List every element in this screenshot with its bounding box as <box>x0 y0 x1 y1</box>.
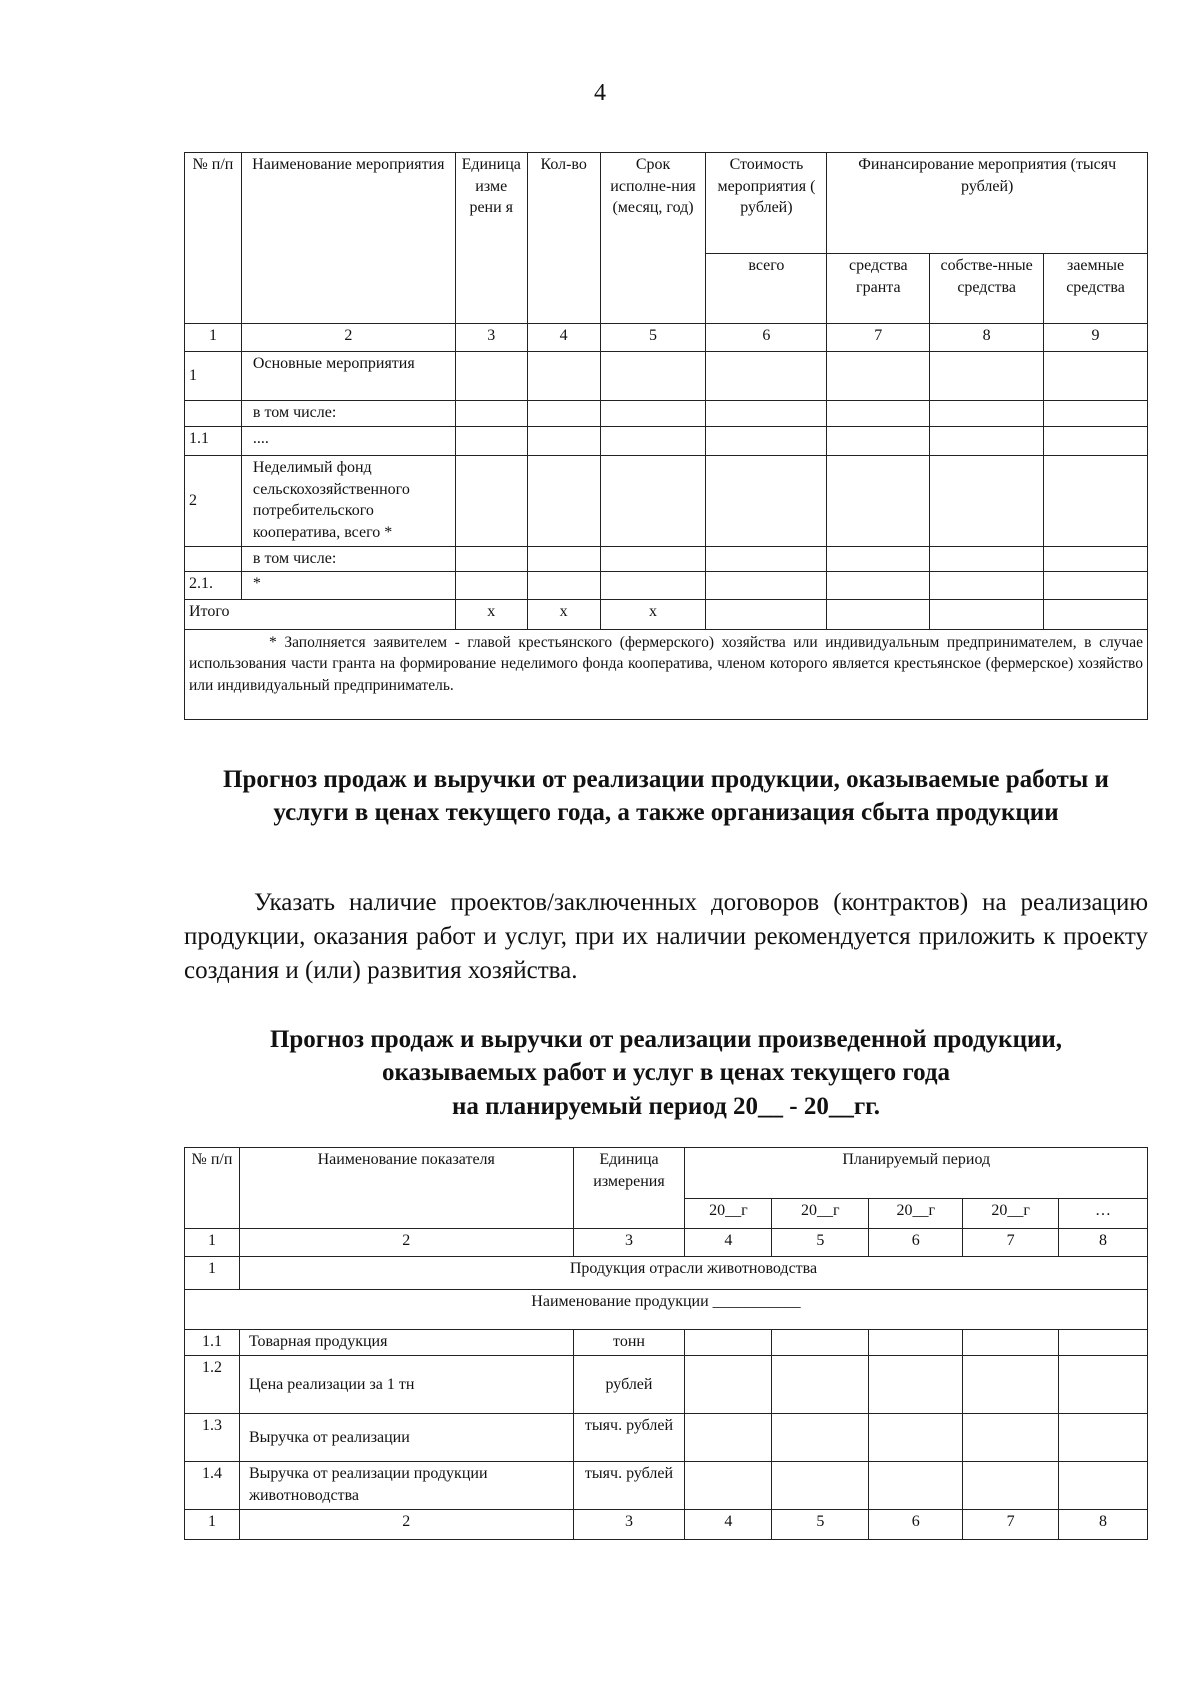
header-qty: Кол-во <box>527 153 600 324</box>
col-number: 2 <box>239 1229 573 1257</box>
header-year: 20__г <box>685 1199 772 1229</box>
heading-line: оказываемых работ и услуг в ценах текущего года <box>381 1059 951 1087</box>
col-number: 7 <box>827 324 930 352</box>
heading-line: Прогноз продаж и выручки от реализации произведенной продукции, <box>269 1026 1063 1053</box>
row-num <box>185 401 242 427</box>
forecast-table-heading <box>184 1023 1148 1123</box>
col-number: 2 <box>241 324 455 352</box>
total-qty: х <box>527 599 600 629</box>
header-name: Наименование показателя <box>239 1148 573 1229</box>
col-number: 6 <box>869 1510 963 1540</box>
row-unit: тыяч. рублей <box>573 1462 685 1510</box>
col-number: 5 <box>772 1510 869 1540</box>
row-num: 1.1 <box>185 427 242 456</box>
row-name: Основные мероприятия <box>241 352 455 401</box>
col-number: 7 <box>963 1510 1059 1540</box>
column-numbers-row <box>185 1229 1148 1257</box>
header-year: 20__г <box>869 1199 963 1229</box>
row-num: 1.3 <box>185 1414 240 1462</box>
table-row <box>185 1356 1148 1414</box>
section-row <box>185 1257 1148 1290</box>
header-name: Наименование мероприятия <box>241 153 455 324</box>
col-number: 1 <box>185 324 242 352</box>
table-row <box>185 352 1148 401</box>
sales-forecast-table <box>184 1147 1148 1540</box>
row-unit: рублей <box>573 1356 685 1414</box>
col-number: 4 <box>527 324 600 352</box>
row-unit: тонн <box>573 1330 685 1356</box>
col-number: 7 <box>963 1229 1059 1257</box>
header-unit: Единица изме рени я <box>455 153 527 324</box>
product-name-row <box>185 1290 1148 1330</box>
col-number: 3 <box>573 1510 685 1540</box>
table-row <box>185 547 1148 572</box>
table-row <box>185 401 1148 427</box>
header-grant: средства гранта <box>827 254 930 324</box>
table-row <box>185 1462 1148 1510</box>
row-num: 1.4 <box>185 1462 240 1510</box>
header-num: № п/п <box>185 1148 240 1229</box>
row-num: 1.1 <box>185 1330 240 1356</box>
row-unit: тыяч. рублей <box>573 1414 685 1462</box>
column-numbers-row <box>185 324 1148 352</box>
header-total: всего <box>706 254 827 324</box>
heading-line: на планируемый период 20__ - 20__гг. <box>452 1092 880 1120</box>
header-loan: заемные средства <box>1044 254 1148 324</box>
header-unit: Единица измерения <box>573 1148 685 1229</box>
col-number: 8 <box>1059 1229 1148 1257</box>
header-year: 20__г <box>772 1199 869 1229</box>
header-year: … <box>1059 1199 1148 1229</box>
header-num: № п/п <box>185 153 242 324</box>
col-number: 2 <box>239 1510 573 1540</box>
row-name: Неделимый фонд сельскохозяйственного потребительского кооператива, всего * <box>241 456 455 547</box>
row-name: .... <box>241 427 455 456</box>
col-number: 3 <box>455 324 527 352</box>
col-number: 6 <box>869 1229 963 1257</box>
footnote: * Заполняется заявителем - главой крестьянского (фермерского) хозяйства или индивидуальным предпринимателем, в случае использования части гранта на формирование неделимого фонда кооператива, членом которого является крестьянское (фермерское) хозяйство или индивидуальный предприниматель. <box>185 629 1148 719</box>
header-term: Срок исполне-ния (месяц, год) <box>600 153 706 324</box>
col-number: 1 <box>185 1510 240 1540</box>
header-period: Планируемый период <box>685 1148 1148 1199</box>
page-number: 4 <box>594 80 606 106</box>
row-num: 2 <box>185 456 242 547</box>
row-num: 1.2 <box>185 1356 240 1414</box>
col-number: 4 <box>685 1229 772 1257</box>
row-num <box>185 547 242 572</box>
header-year: 20__г <box>963 1199 1059 1229</box>
row-num: 2.1. <box>185 571 242 599</box>
total-row <box>185 599 1148 629</box>
col-number: 8 <box>1059 1510 1148 1540</box>
row-num: 1 <box>185 352 242 401</box>
total-label: Итого <box>185 599 456 629</box>
row-name: Товарная продукция <box>239 1330 573 1356</box>
col-number: 9 <box>1044 324 1148 352</box>
table-row <box>185 1330 1148 1356</box>
forecast-heading: Прогноз продаж и выручки от реализации продукции, оказываемые работы и услуги в ценах текущего года, а также организация сбыта продукции <box>223 766 1109 827</box>
header-own: собстве-нные средства <box>930 254 1044 324</box>
col-number: 5 <box>600 324 706 352</box>
row-name: Выручка от реализации <box>239 1414 573 1462</box>
table-row <box>185 571 1148 599</box>
table-row <box>185 1414 1148 1462</box>
footer-numbers-row <box>185 1510 1148 1540</box>
instruction-paragraph: Указать наличие проектов/заключенных договоров (контрактов) на реализацию продукции, оказания работ и услуг, при их наличии рекомендуется приложить к проекту создания и (или) развития хозяйства. <box>184 889 1148 984</box>
table-row <box>185 427 1148 456</box>
total-unit: х <box>455 599 527 629</box>
product-name-field: Наименование продукции ___________ <box>185 1290 1148 1330</box>
table-row <box>185 456 1148 547</box>
section-label: Продукция отрасли животноводства <box>239 1257 1147 1290</box>
activities-table <box>184 152 1148 720</box>
header-cost: Стоимость мероприятия ( рублей) <box>706 153 827 254</box>
section-num: 1 <box>185 1257 240 1290</box>
col-number: 5 <box>772 1229 869 1257</box>
total-term: х <box>600 599 706 629</box>
col-number: 6 <box>706 324 827 352</box>
col-number: 8 <box>930 324 1044 352</box>
row-name: Цена реализации за 1 тн <box>239 1356 573 1414</box>
header-financing: Финансирование мероприятия (тысяч рублей) <box>827 153 1148 254</box>
col-number: 4 <box>685 1510 772 1540</box>
row-name: Выручка от реализации продукции животноводства <box>239 1462 573 1510</box>
row-name: * <box>241 571 455 599</box>
col-number: 1 <box>185 1229 240 1257</box>
row-name: в том числе: <box>241 547 455 572</box>
col-number: 3 <box>573 1229 685 1257</box>
row-name: в том числе: <box>241 401 455 427</box>
